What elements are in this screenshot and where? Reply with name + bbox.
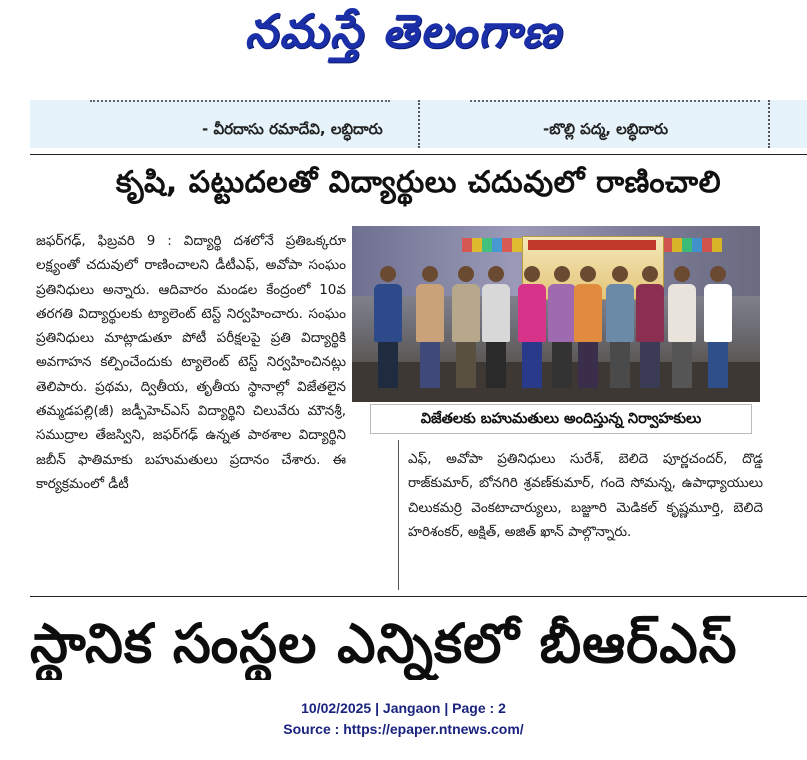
article-headline: కృషి, పట్టుదలతో విద్యార్థులు చదువులో రాణించాలి <box>115 165 722 200</box>
photo-person <box>452 266 480 388</box>
next-article-headline: స్థానిక సంస్థల ఎన్నికలో బీఆర్ఎస్ <box>30 612 738 675</box>
article-body-left <box>36 229 346 496</box>
photo-person <box>606 266 634 388</box>
column-divider <box>768 100 771 148</box>
photo-person <box>518 266 546 388</box>
photo-person <box>574 266 602 388</box>
column-divider <box>418 100 421 148</box>
article-body-right <box>408 447 763 544</box>
article-paragraph: జఫర్‌గఢ్, ఫిబ్రవరి 9 : విద్యార్థి దశలోనే ప్రతిఒక్కరూ లక్ష్యంతో చదువులో రాణించాలని డీటీఎఫ్, అవోపా సంఘం ప్రతినిధులు అన్నారు. ఆదివారం మండల కేంద్రంలో 10వ తరగతి విద్యార్థులకు ట్యాలెంట్ టెస్ట్ నిర్వహించారు. సంఘం ప్రతినిధులు మాట్లాడుతూ పోటీ పరీక్షలపై ప్రతి విద్యార్థికి అవగాహన కల్పించేందుకు ట్యాలెంట్ టెస్ట్ నిర్వహించినట్లు తెలిపారు. ప్రథమ, ద్వితీయ, తృతీయ స్థానాల్లో విజేతలైన తమ్మడపల్లి(జీ) జడ్పీహెచ్ఎస్ విద్యార్థిని చిలువేరు మౌనశ్రీ, సముద్రాల తేజస్విని, జఫర్‌గఢ్ ఉన్నత పాఠశాల విద్యార్థిని జబీన్ ఫాతిమాకు బహుమతులు ప్రదానం చేశారు. ఈ కార్యక్రమంలో డీటీ <box>36 233 346 492</box>
edition-info: 10/02/2025 | Jangaon | Page : 2 <box>301 700 506 716</box>
section-rule <box>30 596 807 597</box>
beneficiary-credit-right: -బొల్లి పద్మ, లబ్ధిదారు <box>543 120 669 138</box>
photo-banner-stripe <box>528 240 656 250</box>
section-rule <box>30 154 807 155</box>
footer-band <box>0 680 807 760</box>
photo-caption: విజేతలకు బహుమతులు అందిస్తున్న నిర్వాహకులు <box>370 404 752 434</box>
masthead <box>0 0 807 92</box>
column-divider <box>398 440 399 590</box>
article-paragraph: ఎఫ్, అవోపా ప్రతినిధులు సురేశ్, బెలిదె పూర్ణచందర్, దొడ్డ రాజ్‌కుమార్, బోనగిరి శ్రవణ్‌కుమార్, గందె సోమన్న, ఉపాధ్యాయులు చిలుకమర్రి వెంకటాచార్యులు, బజ్జూరి మెడికల్ కృష్ణమూర్తి, బెలిదె హరిశంకర్, అక్షిత్, అజిత్ ఖాన్ పాల్గొన్నారు. <box>408 451 763 540</box>
source-link[interactable]: Source : https://epaper.ntnews.com/ <box>283 721 524 737</box>
photo-person <box>704 266 732 388</box>
newspaper-logo: నమస్తే తెలంగాణ <box>244 4 563 58</box>
clipped-text-line <box>90 100 390 110</box>
beneficiary-credit-left: - వీరదాసు రమాదేవి, లబ్ధిదారు <box>202 120 383 138</box>
photo-person <box>374 266 402 388</box>
event-photo <box>352 226 760 402</box>
photo-person <box>482 266 510 388</box>
photo-person <box>416 266 444 388</box>
photo-person <box>548 266 576 388</box>
clipped-text-line <box>470 100 760 110</box>
photo-person <box>636 266 664 388</box>
photo-person <box>668 266 696 388</box>
